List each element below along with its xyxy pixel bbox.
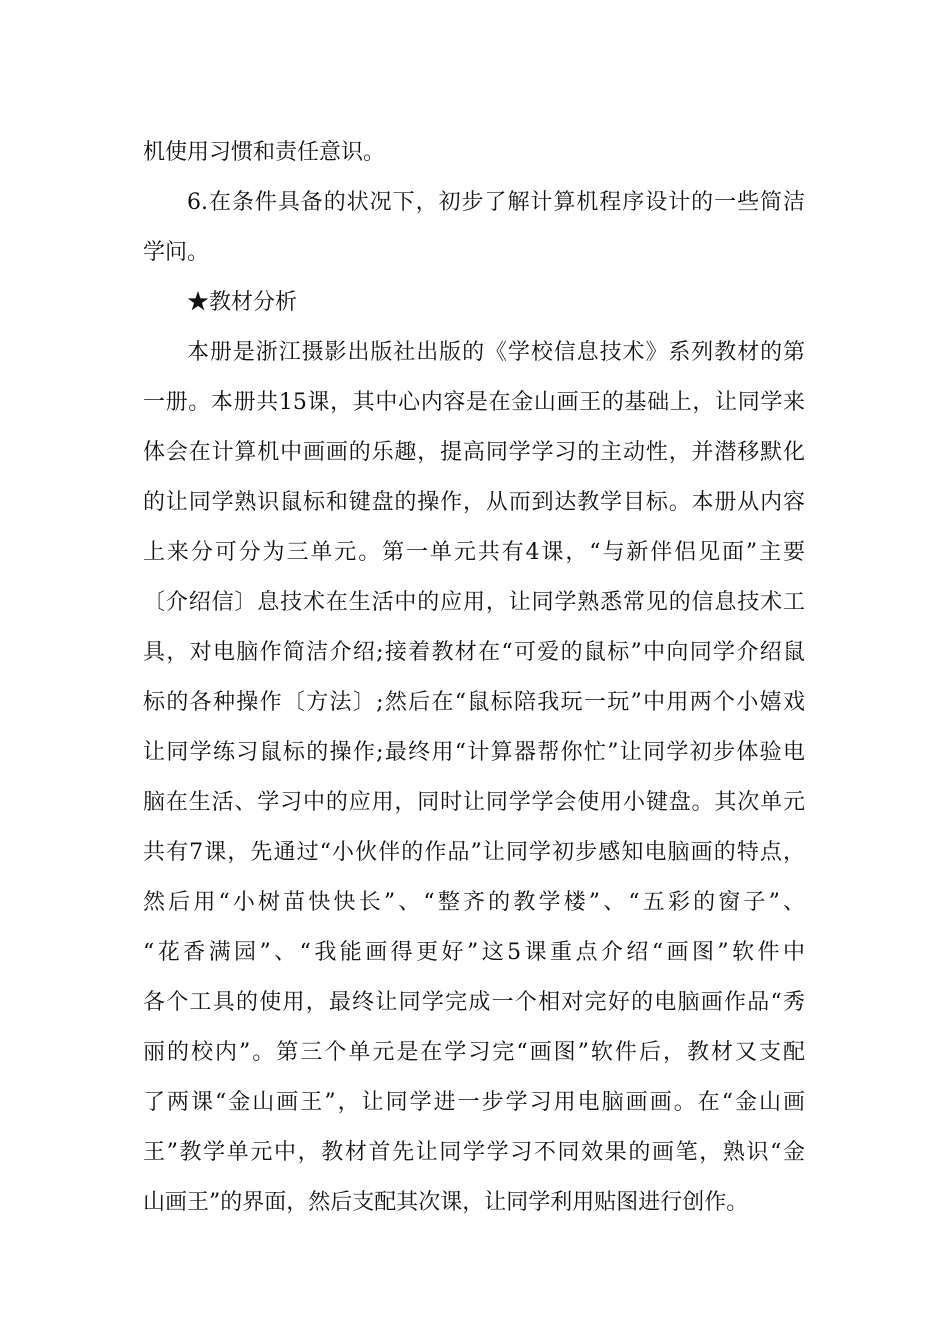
text-line: 上来分可分为三单元。第一单元共有4课，“与新伴侣见面”主要 bbox=[143, 540, 805, 565]
text-line: 共有7课，先通过“小伙伴的作品”让同学初步感知电脑画的特点， bbox=[143, 840, 805, 865]
text-line: 然后用“小树苗快快长”、“整齐的教学楼”、“五彩的窗子”、 bbox=[143, 890, 805, 915]
text-line: 了两课“金山画王”，让同学进一步学习用电脑画画。在“金山画 bbox=[143, 1090, 805, 1115]
text-line: 机使用习惯和责任意识。 bbox=[143, 140, 386, 165]
text-line: 标的各种操作〔方法〕;然后在“鼠标陪我玩一玩”中用两个小嬉戏 bbox=[143, 690, 805, 715]
text-line: 具，对电脑作简洁介绍;接着教材在“可爱的鼠标”中向同学介绍鼠 bbox=[143, 640, 805, 665]
text-line: 王”教学单元中，教材首先让同学学习不同效果的画笔，熟识“金 bbox=[143, 1140, 805, 1165]
text-line: 脑在生活、学习中的应用，同时让同学学会使用小键盘。其次单元 bbox=[143, 790, 805, 815]
text-line: 6.在条件具备的状况下，初步了解计算机程序设计的一些简洁 bbox=[187, 190, 805, 215]
section-heading: ★教材分析 bbox=[187, 290, 298, 315]
text-line: 本册是浙江摄影出版社出版的《学校信息技术》系列教材的第 bbox=[187, 340, 805, 365]
text-line: 〔介绍信〕息技术在生活中的应用，让同学熟悉常见的信息技术工 bbox=[143, 590, 805, 615]
text-line: 各个工具的使用，最终让同学完成一个相对完好的电脑画作品“秀 bbox=[143, 990, 805, 1015]
text-line: 丽的校内”。第三个单元是在学习完“画图”软件后，教材又支配 bbox=[143, 1040, 805, 1065]
text-line: 山画王”的界面，然后支配其次课，让同学利用贴图进行创作。 bbox=[143, 1190, 749, 1215]
text-line: “花香满园”、“我能画得更好”这5课重点介绍“画图”软件中 bbox=[143, 940, 805, 965]
text-line: 一册。本册共15课，其中心内容是在金山画王的基础上，让同学来 bbox=[143, 390, 805, 415]
body-text bbox=[143, 128, 805, 1228]
text-line: 体会在计算机中画画的乐趣，提高同学学习的主动性，并潜移默化 bbox=[143, 440, 805, 465]
text-line: 学问。 bbox=[143, 240, 210, 265]
text-line: 的让同学熟识鼠标和键盘的操作，从而到达教学目标。本册从内容 bbox=[143, 490, 805, 515]
text-line: 让同学练习鼠标的操作;最终用“计算器帮你忙”让同学初步体验电 bbox=[143, 740, 805, 765]
